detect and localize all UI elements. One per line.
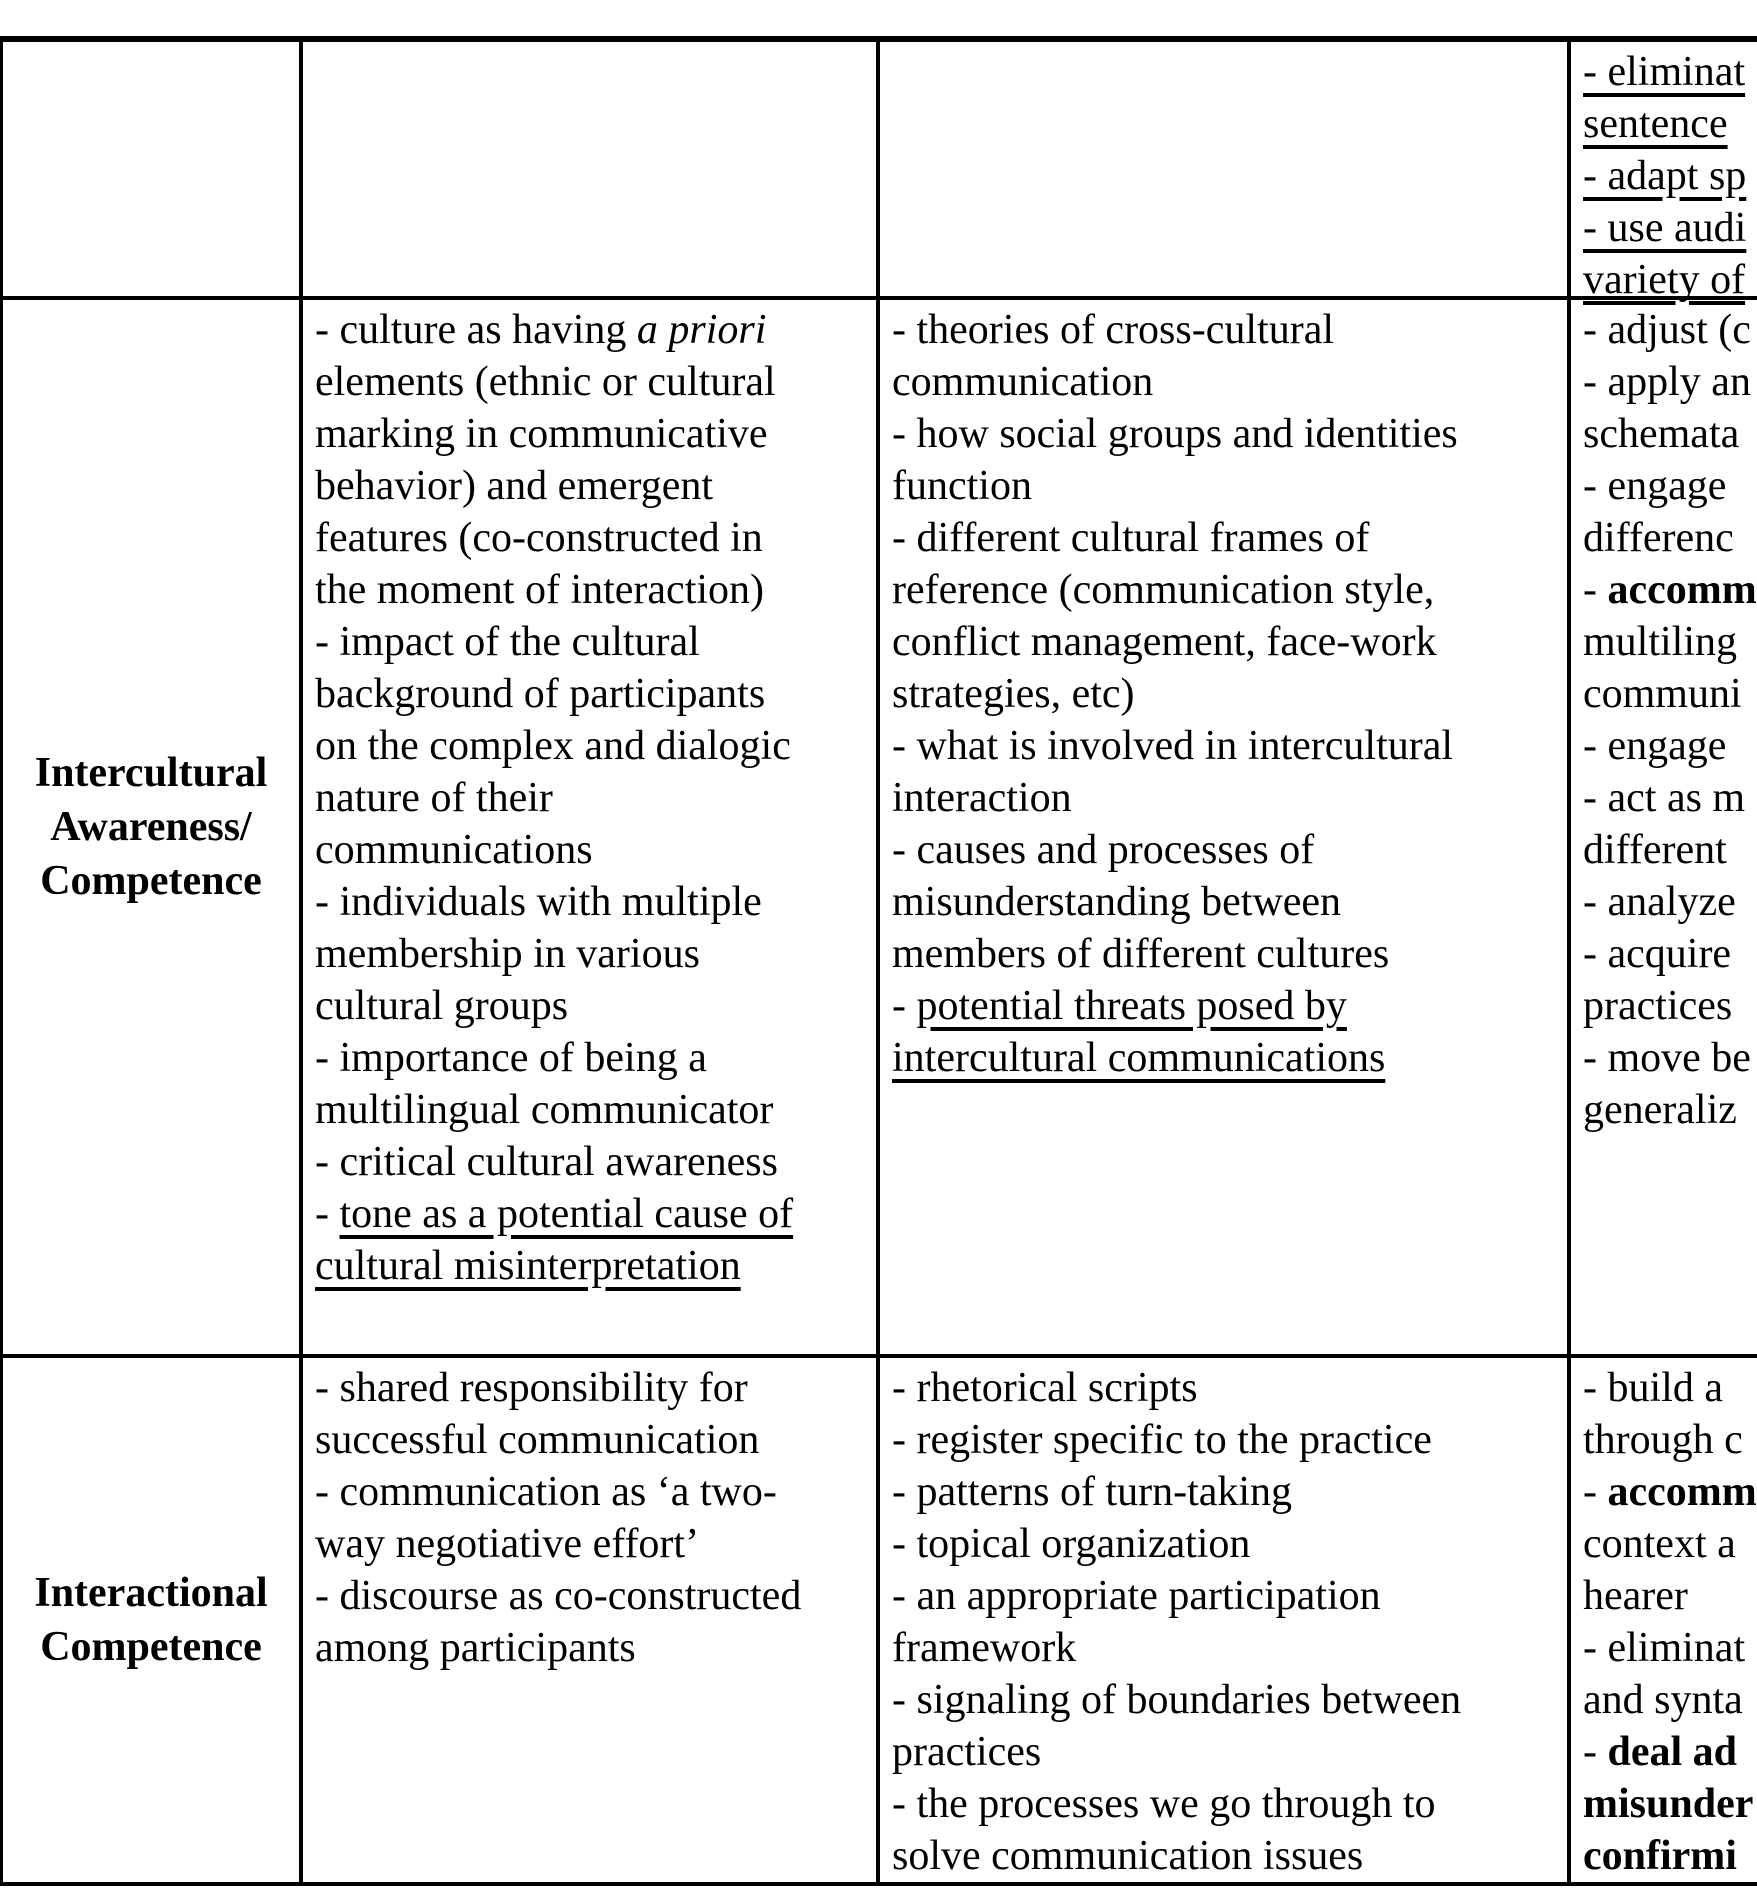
text-line [892,356,1559,408]
text-segment: on the complex and dialogic [315,723,791,769]
text-segment: Awareness/ [50,804,252,850]
text-segment: - an appropriate participation [892,1573,1381,1619]
text-segment: misunder [1583,1781,1754,1827]
text-segment: practices [1583,983,1733,1029]
text-line [892,772,1559,824]
text-segment: - [1583,1729,1608,1775]
cell-intercultural-skills [1571,300,1757,1358]
text-line [892,408,1559,460]
text-line [315,1518,868,1570]
text-segment: - engage [1583,723,1727,769]
text-segment: - importance of being a [315,1035,707,1081]
text-line [315,720,868,772]
text-line [892,616,1559,668]
text-segment: practices [892,1729,1042,1775]
text-line [315,460,868,512]
text-segment: - individuals with multiple [315,879,762,925]
text-segment: deal ad [1607,1729,1738,1775]
text-segment: interaction [892,775,1072,821]
text-line [892,720,1559,772]
text-segment: context a [1583,1521,1736,1567]
text-line [892,1466,1559,1518]
text-line [315,1362,868,1414]
text-line [1583,720,1757,772]
text-segment: elements (ethnic or cultural [315,359,776,405]
text-segment: schemata [1583,411,1740,457]
text-segment: - register specific to the practice [892,1417,1432,1463]
text-segment: - act as m [1583,775,1746,821]
text-segment: - different cultural frames of [892,515,1370,561]
text-line [892,980,1559,1032]
text-line [1583,564,1757,616]
text-line [1583,1084,1757,1136]
text-segment: way negotiative effort’ [315,1521,700,1567]
text-segment: function [892,463,1032,509]
text-line [892,876,1559,928]
text-segment: framework [892,1625,1077,1671]
text-segment: - culture as having [315,307,637,353]
competences-table [0,36,1757,1886]
text-line [315,1136,868,1188]
cell-top-row-knowledge [880,42,1571,300]
text-segment: tone as a potential cause of [339,1191,794,1237]
text-line [1583,928,1757,980]
text-line [892,928,1559,980]
cell-top-row-concepts [303,42,880,300]
text-segment: - impact of the cultural [315,619,700,665]
text-line [315,1084,868,1136]
text-line [50,800,251,854]
text-line [1583,1778,1757,1830]
text-segment: - shared responsibility for [315,1365,748,1411]
cell-interactional-concepts [303,1358,880,1886]
text-line [892,1518,1559,1570]
text-line [892,824,1559,876]
text-line [1583,980,1757,1032]
row-header-intercultural-awareness-competence [3,300,303,1358]
text-segment: members of different cultures [892,931,1390,977]
text-segment: - topical organization [892,1521,1251,1567]
text-segment: through c [1583,1417,1743,1463]
text-segment: - engage [1583,463,1727,509]
text-line [1583,824,1757,876]
text-line [892,460,1559,512]
text-line [315,1414,868,1466]
text-segment: - critical cultural awareness [315,1139,778,1185]
text-segment: background of participants [315,671,766,717]
text-segment: - theories of cross-cultural [892,307,1335,353]
cell-intercultural-knowledge [880,300,1571,1358]
text-line [40,854,262,908]
text-line [892,1622,1559,1674]
text-segment: strategies, etc) [892,671,1135,717]
text-segment: features (co-constructed in [315,515,763,561]
cell-interactional-knowledge [880,1358,1571,1886]
text-line [315,1240,868,1292]
text-line [892,564,1559,616]
text-segment: communication [892,359,1154,405]
text-line [1583,1830,1757,1882]
text-segment: - [315,1191,340,1237]
text-line [1583,254,1757,306]
text-segment: and synta [1583,1677,1743,1723]
cell-intercultural-concepts [303,300,880,1358]
text-segment: Interactional [34,1570,268,1616]
text-line [315,1622,868,1674]
text-segment: among participants [315,1625,636,1671]
text-line [1583,1414,1757,1466]
text-line [1583,876,1757,928]
text-line [1583,356,1757,408]
text-line [892,1570,1559,1622]
text-segment: - build a [1583,1365,1723,1411]
text-segment: different [1583,827,1727,873]
text-segment: - [1583,567,1608,613]
text-line [1583,408,1757,460]
text-line [892,1674,1559,1726]
text-line [1583,1622,1757,1674]
text-segment: cultural groups [315,983,569,1029]
row-header-interactional-competence [3,1358,303,1886]
text-segment: nature of their [315,775,553,821]
cell-top-row-header [3,42,303,300]
text-line [315,356,868,408]
text-segment: misunderstanding between [892,879,1342,925]
text-line [315,928,868,980]
text-line [1583,98,1757,150]
text-segment: generaliz [1583,1087,1737,1133]
cell-interactional-skills [1571,1358,1757,1886]
text-segment: hearer [1583,1573,1688,1619]
text-segment: Competence [40,858,262,904]
text-segment: - adjust (c [1583,307,1751,353]
text-line [892,1778,1559,1830]
text-segment: - patterns of turn-taking [892,1469,1293,1515]
text-line [1583,46,1757,98]
text-line [35,746,268,800]
text-segment: successful communication [315,1417,760,1463]
text-segment: differenc [1583,515,1734,561]
text-line [1583,1032,1757,1084]
text-line [1583,1570,1757,1622]
text-segment: marking in communicative [315,411,768,457]
text-segment: communi [1583,671,1742,717]
text-line [1583,304,1757,356]
text-line [1583,1518,1757,1570]
text-segment: - causes and processes of [892,827,1315,873]
text-segment: - eliminat [1583,49,1746,95]
text-segment: - [1583,1469,1608,1515]
text-segment: solve communication issues [892,1833,1364,1879]
text-line [1583,150,1757,202]
text-line [1583,772,1757,824]
text-segment: Intercultural [34,750,268,796]
text-line [1583,1466,1757,1518]
text-segment: - analyze [1583,879,1736,925]
text-line [315,668,868,720]
text-segment: - signaling of boundaries between [892,1677,1462,1723]
cell-top-row-skills [1571,42,1757,303]
text-line [315,980,868,1032]
text-line [315,1032,868,1084]
text-line [315,408,868,460]
text-line [892,1830,1559,1882]
text-line [1583,1362,1757,1414]
text-segment: accomm [1607,567,1757,613]
text-segment: - use audi [1583,205,1747,251]
text-segment: Competence [40,1624,262,1670]
text-line [315,772,868,824]
text-line [1583,512,1757,564]
text-line [315,512,868,564]
text-line [892,1362,1559,1414]
text-segment: - move be [1583,1035,1751,1081]
text-segment: membership in various [315,931,700,977]
text-line [40,1620,262,1674]
text-line [1583,668,1757,720]
text-segment: potential threats posed by [916,983,1347,1029]
text-segment: - how social groups and identities [892,411,1458,457]
text-line [1583,202,1757,254]
text-segment: intercultural communications [892,1035,1386,1081]
text-segment: - adapt sp [1583,153,1747,199]
text-line [892,304,1559,356]
text-segment: - acquire [1583,931,1732,977]
text-segment: a priori [636,307,767,353]
text-line [34,1566,267,1620]
text-segment: - eliminat [1583,1625,1746,1671]
text-line [892,1032,1559,1084]
text-line [315,304,868,356]
text-segment: - [892,983,917,1029]
text-segment: - the processes we go through to [892,1781,1436,1827]
text-segment: communications [315,827,593,873]
text-segment: the moment of interaction) [315,567,765,613]
text-line [892,512,1559,564]
text-line [315,1570,868,1622]
text-line [315,616,868,668]
text-segment: multiling [1583,619,1738,665]
text-segment: accomm [1607,1469,1757,1515]
text-line [315,1466,868,1518]
text-segment: sentence [1583,101,1728,147]
text-line [892,1414,1559,1466]
text-segment: multilingual communicator [315,1087,774,1133]
text-segment: reference (communication style, [892,567,1435,613]
text-segment: - what is involved in intercultural [892,723,1454,769]
text-line [1583,1726,1757,1778]
text-segment: variety of [1583,257,1746,303]
text-segment: confirmi [1583,1833,1737,1879]
text-segment: - rhetorical scripts [892,1365,1198,1411]
text-segment: - discourse as co-constructed [315,1573,802,1619]
text-line [315,876,868,928]
text-segment: behavior) and emergent [315,463,714,509]
text-line [1583,1674,1757,1726]
text-line [315,564,868,616]
text-segment: - communication as ‘a two- [315,1469,777,1515]
text-segment: conflict management, face-work [892,619,1437,665]
text-segment: - apply an [1583,359,1751,405]
text-segment: cultural misinterpretation [315,1243,741,1289]
text-line [315,824,868,876]
text-line [1583,616,1757,668]
text-line [892,668,1559,720]
text-line [892,1726,1559,1778]
text-line [1583,460,1757,512]
text-line [315,1188,868,1240]
